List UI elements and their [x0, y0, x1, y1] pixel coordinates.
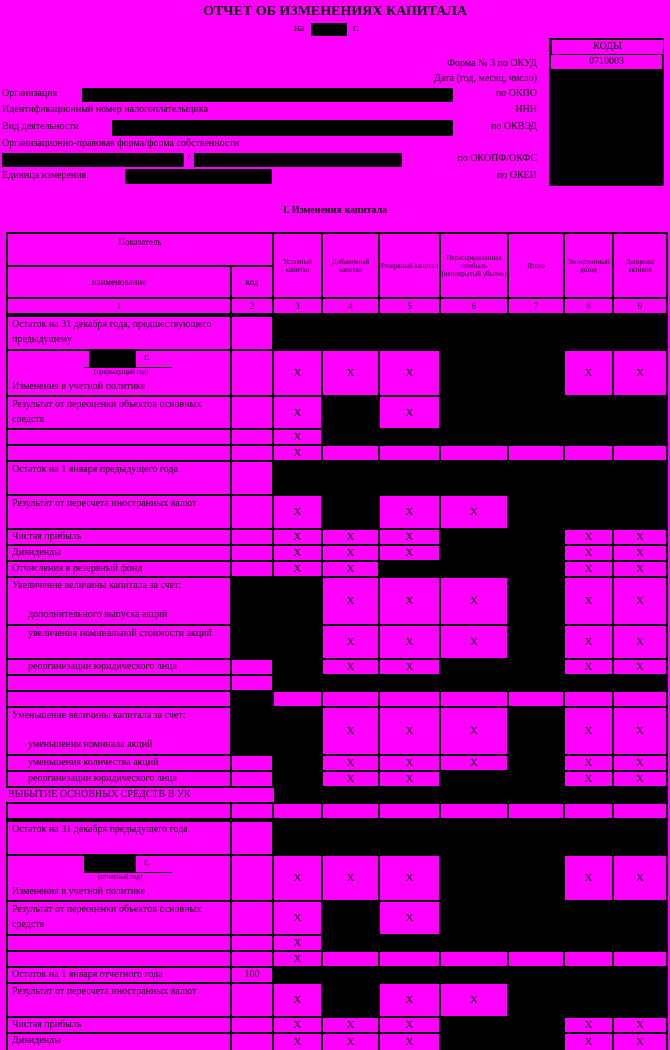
org-field[interactable]	[82, 88, 453, 102]
x-cell: X	[614, 756, 666, 770]
header-pokazatel: Показатель	[8, 234, 272, 265]
col-num-3: 3	[274, 299, 321, 313]
header-dobavochny: Добавочный капитал	[323, 234, 378, 297]
row-empty	[8, 936, 230, 950]
row-uvel-nom: увеличения номинальной стоимости акций	[8, 626, 230, 658]
row-vybytie: ВЫБЫТИЕ ОСНОВНЫХ СРЕДСТВ В УК	[6, 788, 274, 802]
x-cell: X	[323, 351, 378, 395]
value-cell[interactable]	[380, 952, 439, 966]
x-cell: X	[380, 496, 439, 528]
x-cell: X	[380, 708, 439, 754]
unit-field[interactable]	[125, 169, 272, 184]
value-cell[interactable]	[323, 952, 378, 966]
row-ost-31-prev: Остаток на 31 декабря года, предшествующего предыдущему	[8, 317, 230, 349]
row-empty	[8, 676, 230, 690]
activity-label: Вид деятельности	[2, 121, 79, 132]
value-cell[interactable]	[614, 804, 666, 818]
value-cell[interactable]	[565, 692, 612, 706]
value-cell[interactable]	[441, 692, 507, 706]
x-cell: X	[274, 856, 321, 900]
uvel-head-label: Увеличение величины капитала за счет:	[12, 580, 182, 591]
code-pereocenka-1[interactable]	[232, 397, 272, 428]
value-cell[interactable]	[274, 804, 321, 818]
row-empty	[8, 446, 230, 460]
code-empty[interactable]	[232, 446, 272, 460]
date-prefix: на	[294, 22, 305, 34]
row-empty	[8, 804, 230, 818]
x-cell: X	[565, 562, 612, 576]
inn-label: Идентификационный номер налогоплательщика	[2, 104, 209, 115]
x-cell: X	[565, 756, 612, 770]
header-ustavny: Уставный капитал	[274, 234, 321, 297]
row-pribyl-1: Чистая прибыль	[8, 530, 230, 544]
x-cell: X	[323, 530, 378, 544]
row-div-1: Дивиденды	[8, 546, 230, 560]
x-cell: X	[274, 397, 321, 428]
code-izm-uchet-2[interactable]	[232, 856, 272, 900]
activity-field[interactable]	[112, 120, 453, 136]
header-name: наименование	[8, 267, 230, 297]
code-pribyl-2[interactable]	[232, 1018, 272, 1032]
x-cell: X	[441, 626, 507, 658]
x-cell: X	[323, 772, 378, 786]
code-umen-reorg[interactable]	[232, 772, 272, 786]
row-empty	[8, 430, 230, 444]
x-cell: X	[274, 1034, 321, 1050]
col-num-9: 9	[614, 299, 666, 313]
x-cell: X	[565, 626, 612, 658]
row-empty	[8, 952, 230, 966]
form-okud-label: Форма № 3 по ОКУД	[447, 58, 537, 69]
x-cell: X	[380, 660, 439, 674]
x-cell: X	[441, 756, 507, 770]
otch-year-note: (отчетный год)	[98, 873, 143, 881]
x-cell: X	[323, 562, 378, 576]
value-cell[interactable]	[565, 804, 612, 818]
code-empty[interactable]	[232, 430, 272, 444]
x-cell: X	[274, 936, 321, 950]
x-cell: X	[274, 902, 321, 934]
prev-year-note: (предыдущий год)	[94, 368, 149, 376]
x-cell: X	[274, 446, 321, 460]
code-empty[interactable]	[232, 676, 272, 690]
header-itogo: Итого	[509, 234, 563, 297]
value-cell[interactable]	[380, 446, 439, 460]
x-cell: X	[614, 708, 666, 754]
x-cell: X	[323, 856, 378, 900]
x-cell: X	[614, 546, 666, 560]
date-suffix: г.	[353, 22, 360, 34]
capital-table	[6, 232, 668, 1050]
x-cell: X	[380, 397, 439, 428]
umen-nom-label: уменьшения номинала акций	[28, 739, 153, 750]
header-emission: Эмиссионный доход	[565, 234, 612, 297]
code-umen-kol[interactable]	[232, 756, 272, 770]
x-cell: X	[614, 530, 666, 544]
x-cell: X	[323, 626, 378, 658]
x-cell: X	[380, 546, 439, 560]
code-empty[interactable]	[232, 936, 272, 950]
izm-uchet-2-label: Изменения в учетной политике	[12, 886, 145, 897]
code-pereocenka-2[interactable]	[232, 902, 272, 934]
inn-code-label: ИНН	[515, 104, 537, 115]
code-div-1[interactable]	[232, 546, 272, 560]
x-cell: X	[565, 856, 612, 900]
value-cell[interactable]	[565, 446, 612, 460]
opf-slash: /	[187, 153, 190, 164]
x-cell: X	[614, 562, 666, 576]
section-title: I. Изменения капитала	[282, 205, 388, 216]
code-empty[interactable]	[232, 952, 272, 966]
header-rezervny: Резервный капитал	[380, 234, 439, 297]
opf-field[interactable]	[2, 153, 184, 167]
x-cell: X	[274, 430, 321, 444]
row-umen-kol: уменьшения количества акций	[8, 756, 230, 770]
okopf-label: по ОКОПФ/ОКФС	[457, 153, 537, 164]
value-cell[interactable]	[614, 692, 666, 706]
x-cell: X	[441, 578, 507, 624]
otch-year-g: г.	[144, 857, 150, 868]
x-cell: X	[614, 1034, 666, 1050]
x-cell: X	[323, 1018, 378, 1032]
row-pereschet-1: Результат от пересчета иностранных валют	[8, 496, 230, 528]
value-cell[interactable]	[380, 804, 439, 818]
x-cell: X	[323, 756, 378, 770]
x-cell: X	[565, 1034, 612, 1050]
x-cell: X	[323, 546, 378, 560]
x-cell: X	[565, 1018, 612, 1032]
x-cell: X	[274, 1018, 321, 1032]
code-ost-1jan-otch[interactable]: 100	[232, 968, 272, 982]
code-ost-1jan-prev[interactable]	[232, 462, 272, 494]
x-cell: X	[323, 1034, 378, 1050]
value-cell[interactable]	[441, 446, 507, 460]
x-cell: X	[441, 496, 507, 528]
row-ost-31-otch: Остаток на 31 декабря предыдущего года	[8, 822, 230, 854]
x-cell: X	[380, 1018, 439, 1032]
x-cell: X	[323, 578, 378, 624]
x-cell: X	[274, 562, 321, 576]
x-cell: X	[614, 578, 666, 624]
value-cell[interactable]	[380, 692, 439, 706]
x-cell: X	[274, 496, 321, 528]
row-otchisl: Отчисления в резервный фонд	[8, 562, 230, 576]
code-otchisl[interactable]	[232, 562, 272, 576]
row-izm-uchet-1	[8, 351, 230, 395]
header-doocenka: Дооценка активов	[614, 234, 666, 297]
x-cell: X	[274, 952, 321, 966]
row-pereschet-2: Результат от пересчета иностранных валют	[8, 984, 230, 1016]
unit-label: Единица измерения	[2, 170, 87, 181]
value-cell[interactable]	[509, 804, 563, 818]
value-cell[interactable]	[509, 446, 563, 460]
x-cell: X	[380, 856, 439, 900]
okud-code: 0710003	[551, 55, 662, 69]
codes-header: КОДЫ	[551, 39, 664, 55]
col-num-5: 5	[380, 299, 439, 313]
x-cell: X	[380, 351, 439, 395]
code-empty[interactable]	[232, 804, 272, 818]
x-cell: X	[380, 626, 439, 658]
ownership-field[interactable]	[194, 153, 402, 167]
col-num-6: 6	[441, 299, 507, 313]
prev-year-g: г.	[144, 352, 150, 363]
x-cell: X	[323, 660, 378, 674]
row-izm-uchet-2	[8, 856, 230, 900]
x-cell: X	[441, 984, 507, 1016]
x-cell: X	[614, 1018, 666, 1032]
x-cell: X	[565, 708, 612, 754]
x-cell: X	[565, 351, 612, 395]
prev-year-field[interactable]	[89, 351, 136, 367]
x-cell: X	[380, 1034, 439, 1050]
value-cell[interactable]	[323, 446, 378, 460]
opf-label: Организационно-правовая форма/форма собственности	[2, 138, 240, 149]
x-cell: X	[323, 708, 378, 754]
value-cell[interactable]	[614, 952, 666, 966]
code-ost-31-prev[interactable]	[232, 317, 272, 349]
code-izm-uchet-1[interactable]	[232, 351, 272, 395]
value-cell[interactable]	[441, 952, 507, 966]
row-pribyl-2: Чистая прибыль	[8, 1018, 230, 1032]
x-cell: X	[380, 772, 439, 786]
row-umen-nom	[8, 708, 230, 754]
code-pereschet-1[interactable]	[232, 496, 272, 528]
value-cell[interactable]	[509, 692, 563, 706]
x-cell: X	[380, 530, 439, 544]
umen-head-label: Уменьшение величины капитала за счет:	[12, 710, 186, 721]
value-cell[interactable]	[509, 952, 563, 966]
row-uvel-dop	[8, 578, 230, 624]
x-cell: X	[614, 351, 666, 395]
report-title: ОТЧЕТ ОБ ИЗМЕНЕНИЯХ КАПИТАЛА	[203, 4, 467, 19]
col-num-1: 1	[8, 299, 230, 313]
col-num-4: 4	[323, 299, 378, 313]
value-cell[interactable]	[323, 692, 378, 706]
okpo-label: по ОКПО	[495, 88, 537, 99]
value-cell[interactable]	[441, 804, 507, 818]
x-cell: X	[274, 546, 321, 560]
row-div-2: Дивиденды	[8, 1034, 230, 1050]
value-cell[interactable]	[614, 446, 666, 460]
value-cell[interactable]	[323, 804, 378, 818]
header-neraspred: Нераспределенная прибыль (непокрытый убыток)	[441, 234, 507, 297]
row-pereocenka-2: Результат от переоценки объектов основных средств	[8, 902, 230, 934]
row-pereocenka-1: Результат от переоценки объектов основных средств	[8, 397, 230, 428]
value-cell[interactable]	[274, 692, 321, 706]
row-empty	[8, 692, 230, 706]
x-cell: X	[441, 708, 507, 754]
org-label: Организация	[2, 88, 58, 99]
col-num-7: 7	[509, 299, 563, 313]
x-cell: X	[614, 660, 666, 674]
x-cell: X	[614, 772, 666, 786]
row-ost-1jan-otch: Остаток на 1 января отчетного года	[8, 968, 230, 982]
x-cell: X	[380, 756, 439, 770]
code-pereschet-2[interactable]	[232, 984, 272, 1016]
x-cell: X	[380, 902, 439, 934]
col-num-8: 8	[565, 299, 612, 313]
uvel-dop-label: дополнительного выпуска акций	[28, 609, 168, 620]
code-ost-31-otch[interactable]	[232, 822, 272, 854]
x-cell: X	[565, 530, 612, 544]
value-cell[interactable]	[565, 952, 612, 966]
x-cell: X	[614, 626, 666, 658]
code-uvel-reorg[interactable]	[232, 660, 272, 674]
x-cell: X	[565, 772, 612, 786]
header-code: код	[232, 267, 272, 297]
x-cell: X	[565, 578, 612, 624]
x-cell: X	[380, 578, 439, 624]
okei-label: по ОКЕИ	[496, 170, 537, 181]
year-field[interactable]	[311, 23, 347, 36]
x-cell: X	[274, 984, 321, 1016]
izm-uchet-1-label: Изменения в учетной политике	[12, 381, 145, 392]
code-pribyl-1[interactable]	[232, 530, 272, 544]
row-umen-reorg: реорганизации юридического лица	[8, 772, 230, 786]
date-label: Дата (год, месяц, число)	[434, 73, 537, 84]
x-cell: X	[565, 546, 612, 560]
x-cell: X	[565, 660, 612, 674]
x-cell: X	[380, 984, 439, 1016]
row-ost-1jan-prev: Остаток на 1 января предыдущего года	[8, 462, 230, 494]
x-cell: X	[614, 856, 666, 900]
x-cell: X	[274, 351, 321, 395]
col-num-2: 2	[232, 299, 272, 313]
otch-year-field[interactable]	[84, 856, 136, 872]
okved-label: по ОКВЭД	[491, 121, 537, 132]
row-uvel-reorg: реорганизации юридического лица	[8, 660, 230, 674]
x-cell: X	[274, 530, 321, 544]
code-div-2[interactable]	[232, 1034, 272, 1050]
